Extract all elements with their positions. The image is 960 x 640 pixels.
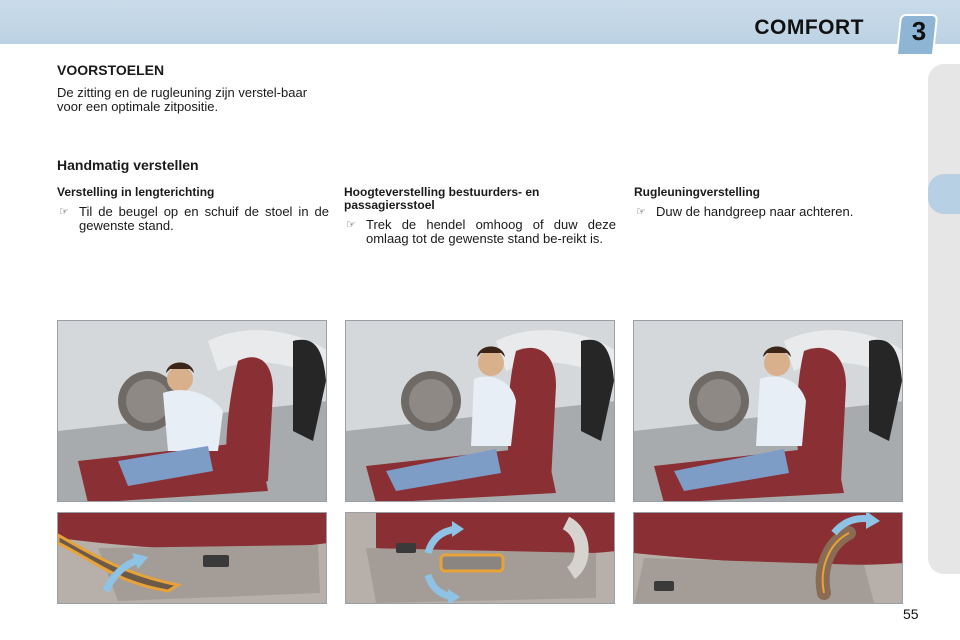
column-heading: Rugleuningverstelling — [634, 185, 761, 199]
column-heading: Hoogteverstelling bestuurders- en passagiersstoel — [344, 185, 540, 212]
detail-longitudinal-bar — [57, 512, 327, 604]
instruction-item — [634, 205, 906, 219]
column-height — [344, 186, 616, 246]
column-heading: Verstelling in lengterichting — [57, 185, 215, 199]
chapter-number: 3 — [911, 16, 927, 46]
pointing-hand-icon: ☞ — [636, 206, 646, 218]
instruction-item — [57, 205, 329, 233]
instruction-text: Trek de hendel omhoog of duw deze omlaag tot de gewenste stand be-reikt is. — [366, 217, 616, 246]
seat-illustration-longitudinal — [57, 320, 327, 502]
pointing-hand-icon: ☞ — [346, 219, 356, 231]
side-index-strip — [928, 64, 960, 574]
instruction-text: Duw de handgreep naar achteren. — [656, 204, 854, 219]
section-title: VOORSTOELEN — [57, 62, 165, 78]
detail-height-lever — [345, 512, 615, 604]
seat-illustration-backrest — [633, 320, 903, 502]
instruction-text: Til de beugel op en schuif de stoel in de gewenste stand. — [79, 204, 329, 233]
seat-illustration-height — [345, 320, 615, 502]
detail-backrest-handle — [633, 512, 903, 604]
column-backrest — [634, 186, 906, 219]
column-longitudinal — [57, 186, 329, 233]
subsection-title: Handmatig verstellen — [57, 157, 199, 173]
intro-text: De zitting en de rugleuning zijn verstel-baar voor een optimale zitpositie. — [57, 85, 308, 114]
page-number: 55 — [903, 606, 919, 622]
instruction-item — [344, 218, 616, 246]
chapter-title: COMFORT — [754, 16, 864, 39]
side-index-marker[interactable] — [928, 174, 960, 214]
pointing-hand-icon: ☞ — [59, 206, 69, 218]
